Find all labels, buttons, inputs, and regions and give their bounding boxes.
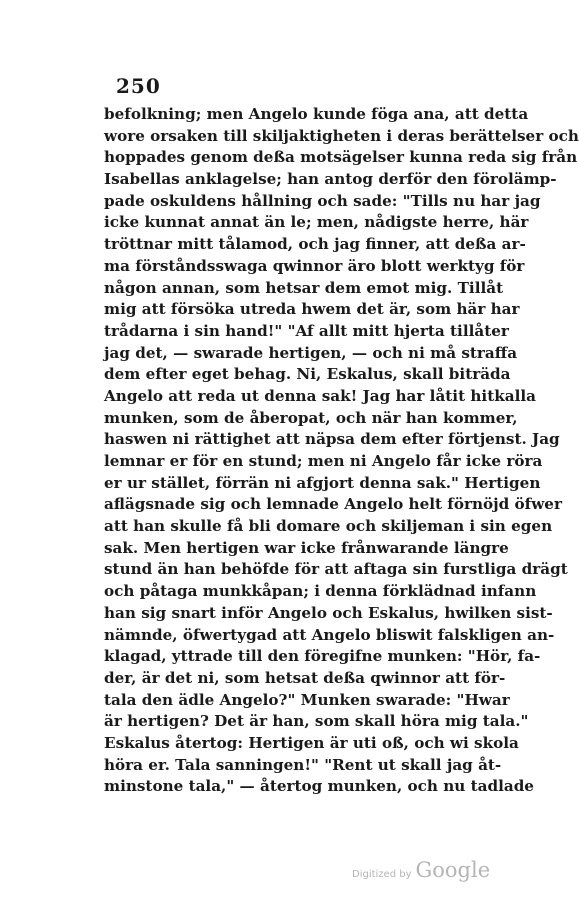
text-line: sak. Men hertigen war icke frånwarande längre	[104, 538, 509, 557]
text-line: haswen ni rättighet att näpsa dem efter förtjenst. Jag	[104, 430, 560, 449]
body-text	[104, 104, 579, 798]
text-line: stund än han behöfde för att aftaga sin furstliga drägt	[104, 560, 568, 579]
text-line: han sig snart inför Angelo och Eskalus, hwilken sist-	[104, 603, 553, 622]
google-digitized-watermark	[352, 858, 490, 882]
text-line: der, är det ni, som hetsat deßa qwinnor att för-	[104, 668, 506, 687]
text-line: er ur stället, förrän ni afgjort denna sak." Hertigen	[104, 473, 541, 492]
text-line: icke kunnat annat än le; men, nådigste herre, här	[104, 213, 529, 232]
text-line: nämnde, öfwertygad att Angelo bliswit falskligen an-	[104, 625, 555, 644]
text-line: befolkning; men Angelo kunde föga ana, att detta	[104, 105, 529, 123]
page-number: 250	[116, 74, 161, 98]
google-logo-text: Google	[415, 858, 491, 882]
text-line: är hertigen? Det är han, som skall höra mig tala."	[104, 712, 529, 731]
text-line: wore orsaken till skiljaktigheten i deras berättelser och	[104, 126, 579, 145]
text-line: trådarna i sin hand!" "Af allt mitt hjerta tillåter	[104, 321, 509, 340]
text-line: höra er. Tala sanningen!" "Rent ut skall jag åt-	[104, 755, 502, 774]
text-line: munken, som de åberopat, och när han kommer,	[104, 408, 518, 427]
text-line: tala den ädle Angelo?" Munken swarade: "Hwar	[104, 690, 510, 709]
text-line: att han skulle få bli domare och skiljeman i sin egen	[104, 517, 553, 536]
text-line: lemnar er för en stund; men ni Angelo får icke röra	[104, 452, 543, 470]
text-line: minstone tala," — återtog munken, och nu tadlade	[104, 777, 534, 796]
text-line: Isabellas anklagelse; han antog derför den förolämp-	[104, 170, 557, 189]
text-line: mig att försöka utreda hwem det är, som här har	[104, 300, 520, 319]
text-line: Angelo att reda ut denna sak! Jag har låtit hitkalla	[104, 386, 536, 405]
text-line: hoppades genom deßa motsägelser kunna reda sig från	[104, 148, 578, 167]
text-line: och påtaga munkkåpan; i denna förklädnad infann	[104, 582, 537, 601]
text-line: tröttnar mitt tålamod, och jag finner, att deßa ar-	[104, 235, 526, 254]
text-line: ma förståndsswaga qwinnor äro blott werktyg för	[104, 256, 525, 275]
text-line: dem efter eget behag. Ni, Eskalus, skall biträda	[104, 365, 511, 384]
digitized-by-label: Digitized by	[352, 869, 412, 880]
text-line: aflägsnade sig och lemnade Angelo helt förnöjd öfwer	[104, 495, 562, 514]
text-line: jag det, — swarade hertigen, — och ni må straffa	[104, 343, 518, 362]
text-line: klagad, yttrade till den föregifne munken: "Hör, fa-	[104, 647, 541, 666]
text-line: pade oskuldens hållning och sade: "Tills nu har jag	[104, 191, 541, 210]
text-line: Eskalus återtog: Hertigen är uti oß, och wi skola	[104, 733, 519, 752]
text-line: någon annan, som hetsar dem emot mig. Tillåt	[104, 278, 504, 297]
